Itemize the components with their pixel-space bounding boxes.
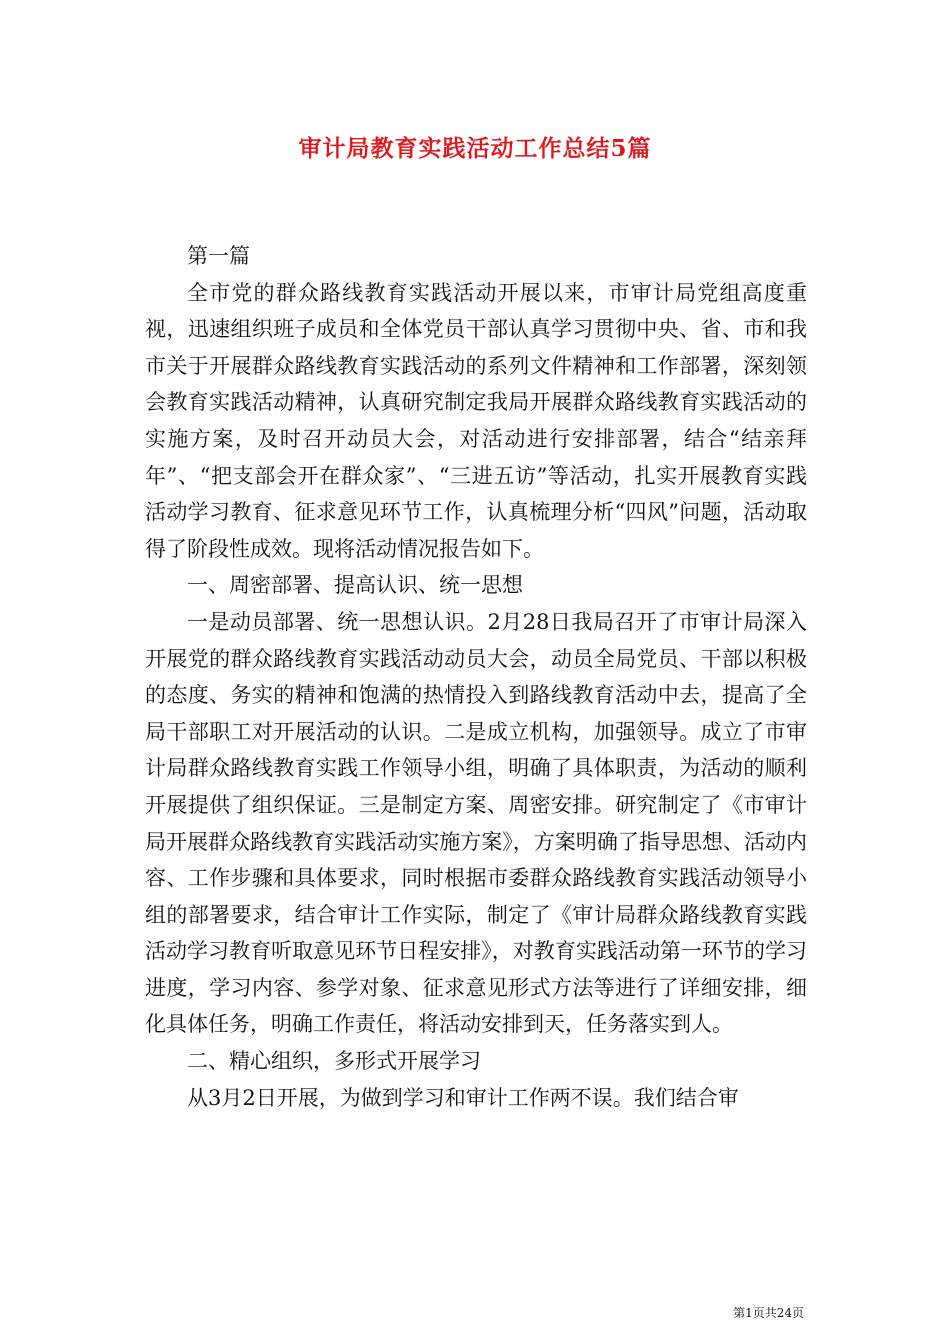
page-number: 第1页共24页 xyxy=(733,1306,804,1320)
paragraph-section-2: 从3月2日开展，为做到学习和审计工作两不误。我们结合审 xyxy=(187,1085,739,1110)
paragraph-section-1: 一是动员部署、统一思想认识。2月28日我局召开了市审计局深入开展党的群众路线教育实践活动动员大会，动员全局党员、干部以积极的态度、务实的精神和饱满的热情投入到路线教育活动中去，提高了全局干部职工对开展活动的认识。二是成立机构，加强领导。成立了市审计局群众路线教育实践工作领导小组，明确了具体职责，为活动的顺利开展提供了组织保证。三是制定方案、周密安排。研究制定了《市审计局开展群众路线教育实践活动实施方案》，方案明确了指导思想、活动内容、工作步骤和具体要求，同时根据市委群众路线教育实践活动领导小组的部署要求，结合审计工作实际，制定了《审计局群众路线教育实践活动学习教育听取意见环节日程安排》，对教育实践活动第一环节的学习进度，学习内容、参学对象、征求意见形式方法等进行了详细安排，细化具体任务，明确工作责任，将活动安排到天，任务落实到人。 xyxy=(145,609,807,1037)
section-heading-1: 一、周密部署、提高认识、统一思想 xyxy=(187,573,523,598)
document-title: 审计局教育实践活动工作总结5篇 xyxy=(298,135,652,162)
paragraph-intro: 全市党的群众路线教育实践活动开展以来，市审计局党组高度重视，迅速组织班子成员和全体党员干部认真学习贯彻中央、省、市和我市关于开展群众路线教育实践活动的系列文件精神和工作部署，深刻领会教育实践活动精神，认真研究制定我局开展群众路线教育实践活动的实施方案，及时召开动员大会，对活动进行安排部署，结合“结亲拜年”、“把支部会开在群众家”、“三进五访”等活动，扎实开展教育实践活动学习教育、征求意见环节工作，认真梳理分析“四风”问题，活动取得了阶段性成效。现将活动情况报告如下。 xyxy=(145,280,807,561)
section-label: 第一篇 xyxy=(187,244,250,268)
document-body xyxy=(145,238,807,1116)
section-heading-2: 二、精心组织，多形式开展学习 xyxy=(187,1049,481,1074)
